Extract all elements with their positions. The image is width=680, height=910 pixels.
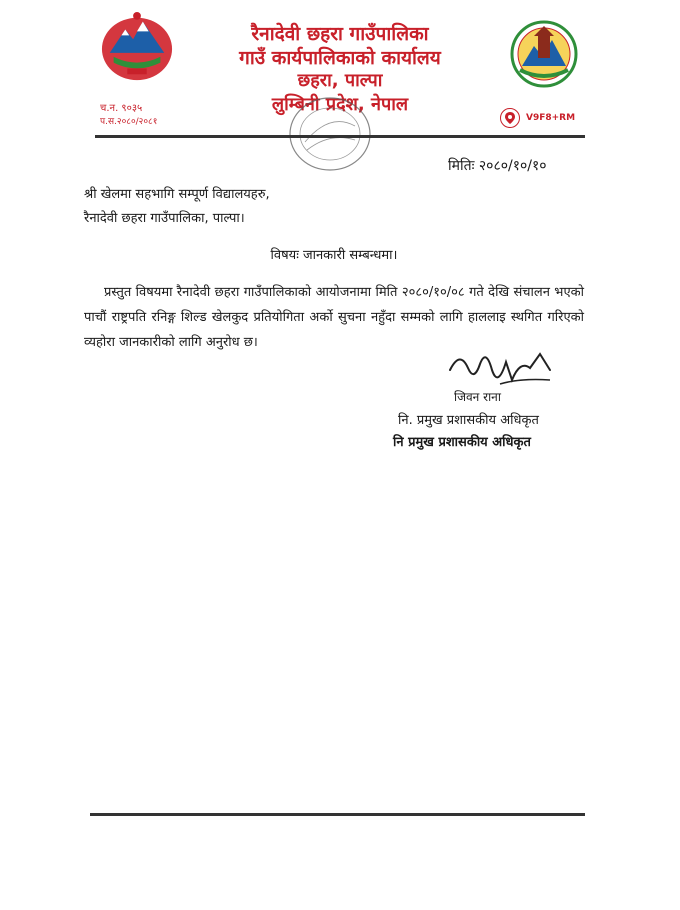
- header-divider: [95, 135, 585, 138]
- signer-name: जिवन राना: [454, 390, 501, 404]
- signer-designation: नि. प्रमुख प्रशासकीय अधिकृत: [398, 413, 539, 428]
- fiscal-year: प.स.२०८०/२०८१: [100, 117, 158, 127]
- designation-stamp: नि प्रमुख प्रशासकीय अधिकृत: [393, 435, 531, 450]
- map-pin-icon: [500, 108, 520, 128]
- letter-subject: विषयः जानकारी सम्बन्धमा।: [270, 248, 398, 263]
- municipality-name: रैनादेवी छहरा गाउँपालिका: [251, 23, 429, 45]
- addressee-line-1: श्री खेलमा सहभागि सम्पूर्ण विद्यालयहरु,: [84, 187, 270, 202]
- reference-number: च.न. ९०३५: [100, 103, 143, 114]
- nepal-emblem-icon: [98, 10, 176, 84]
- plus-code-text: V9F8+RM: [526, 113, 576, 123]
- footer-divider: [90, 813, 585, 816]
- office-name: गाउँ कार्यपालिकाको कार्यालय: [239, 47, 441, 69]
- addressee-line-2: रैनादेवी छहरा गाउँपालिका, पाल्पा।: [84, 211, 245, 226]
- letter-body: प्रस्तुत विषयमा रैनादेवी छहरा गाउँपालिकाको आयोजनामा मिति २०८०/१०/०८ गते देखि संचालन भएको पाचौं राष्ट्रपति रनिङ्ग शिल्ड खेलकुद प्रतियोगिता अर्को सुचना नहुँदा सम्मको लागि हाललाइ स्थगित गरिएको व्यहोरा जानकारीको लागि अनुरोध छ।: [84, 285, 584, 350]
- location-code: [500, 108, 575, 128]
- province-country: लुम्बिनी प्रदेश, नेपाल: [271, 94, 409, 115]
- office-location: छहरा, पाल्पा: [297, 70, 383, 91]
- letter-date: मितिः २०८०/१०/१०: [448, 158, 547, 174]
- municipality-logo-icon: [508, 16, 580, 88]
